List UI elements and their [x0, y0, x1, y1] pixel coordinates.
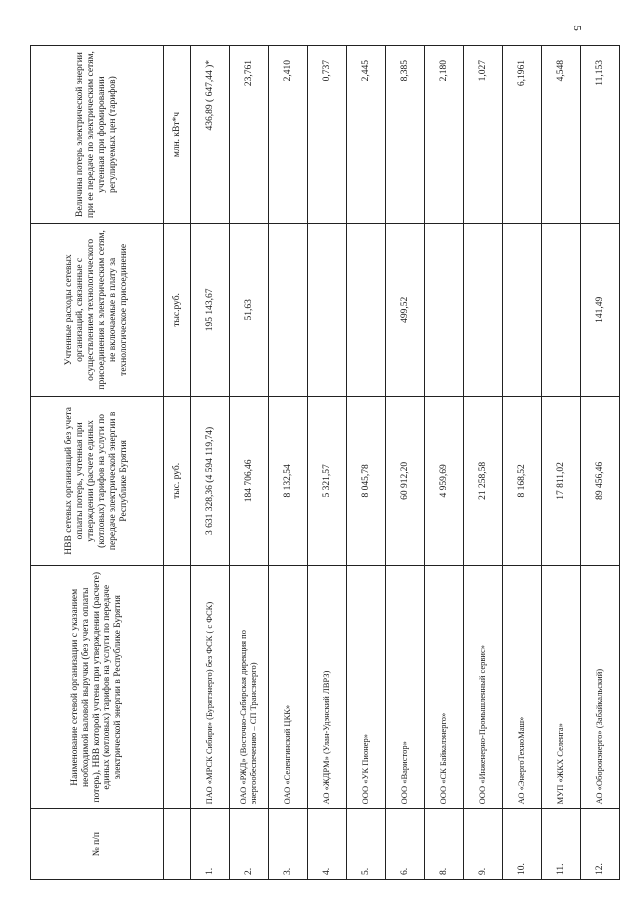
row-num: 2. [230, 809, 269, 880]
table-row [347, 46, 386, 880]
table-row [308, 46, 347, 880]
row-loss: 11,153 [581, 46, 620, 224]
header-row [31, 46, 164, 880]
row-loss: 4,548 [542, 46, 581, 224]
row-nvv: 3 631 328,36 (4 594 119,74) [191, 396, 230, 566]
header-loss: Величина потерь электрической энергии при ее передаче по электрическим сетям, учтенная при формировании регулируемых цен (тарифов) [31, 46, 164, 224]
header-num: № п/п [31, 809, 164, 880]
row-num: 3. [269, 809, 308, 880]
row-tech [464, 224, 503, 396]
tariff-table [30, 45, 620, 880]
row-nvv: 4 959,69 [425, 396, 464, 566]
row-loss: 6,1961 [503, 46, 542, 224]
table-row [230, 46, 269, 880]
row-tech: 195 143,67 [191, 224, 230, 396]
table-row [464, 46, 503, 880]
row-num: 8. [425, 809, 464, 880]
row-loss: 2,445 [347, 46, 386, 224]
row-loss: 2,180 [425, 46, 464, 224]
row-num: 4. [308, 809, 347, 880]
row-name: ООО «УК Пионер» [347, 566, 386, 809]
table-row [386, 46, 425, 880]
tariff-table-container [30, 45, 620, 880]
row-tech [269, 224, 308, 396]
row-loss: 2,410 [269, 46, 308, 224]
row-num: 11. [542, 809, 581, 880]
row-num: 12. [581, 809, 620, 880]
row-loss: 436,89 ( 647,44 )* [191, 46, 230, 224]
table-row [581, 46, 620, 880]
row-tech [425, 224, 464, 396]
row-nvv: 8 168,52 [503, 396, 542, 566]
row-loss: 0,737 [308, 46, 347, 224]
table-row [269, 46, 308, 880]
row-nvv: 184 706,46 [230, 396, 269, 566]
row-name: ОАО «РЖД» (Восточно-Сибирская дирекция по энергообеспечению – СП Трансэнерго) [230, 566, 269, 809]
units-num [164, 809, 191, 880]
page-number: 5 [570, 25, 583, 31]
row-name: ООО «Варистор» [386, 566, 425, 809]
row-name: АО «ЭнергоТехноМаш» [503, 566, 542, 809]
row-nvv: 89 456,46 [581, 396, 620, 566]
row-loss: 8,385 [386, 46, 425, 224]
row-loss: 1,027 [464, 46, 503, 224]
row-name: МУП «ЖКХ Селенга» [542, 566, 581, 809]
row-name: ПАО «МРСК Сибири» (Бурятэнерго) без ФСК ( с ФСК) [191, 566, 230, 809]
row-tech: 499,52 [386, 224, 425, 396]
units-row [164, 46, 191, 880]
row-name: ОАО «Селенгинский ЦКК» [269, 566, 308, 809]
row-tech: 51,63 [230, 224, 269, 396]
row-num: 6. [386, 809, 425, 880]
units-tech: тыс.руб. [164, 224, 191, 396]
row-tech [503, 224, 542, 396]
row-tech [542, 224, 581, 396]
row-name: ООО «Инженерно-Промышленный сервис» [464, 566, 503, 809]
row-nvv: 21 258,58 [464, 396, 503, 566]
units-name [164, 566, 191, 809]
row-num: 9. [464, 809, 503, 880]
header-nvv: НВВ сетевых организаций без учета оплаты потерь, учтенная при утверждении (расчете единых (котловых) тарифов на услуги по передаче электрической энергии в Республике Бурятия [31, 396, 164, 566]
row-nvv: 8 132,54 [269, 396, 308, 566]
header-tech: Учтенные расходы сетевых организаций, связанные с осуществлением технологического присоединения к электрическим сетям, не включаемые в плату за технологическое присоединение [31, 224, 164, 396]
table-row [503, 46, 542, 880]
row-name: АО «Оборонэнерго» (Забайкальский) [581, 566, 620, 809]
row-name: АО «ЖДРМ» (Улан-Удэнский ЛВРЗ) [308, 566, 347, 809]
row-nvv: 60 912,20 [386, 396, 425, 566]
row-tech [347, 224, 386, 396]
row-tech [308, 224, 347, 396]
row-tech: 141,49 [581, 224, 620, 396]
table-row [425, 46, 464, 880]
table-row [191, 46, 230, 880]
row-nvv: 5 321,57 [308, 396, 347, 566]
row-num: 10. [503, 809, 542, 880]
header-name: Наименование сетевой организации с указанием необходимой валовой выручки (без учета оплаты потерь), НВВ которой учтена при утверждении (расчете) единых (котловых) тарифов на услуги по передаче электрической энергии в Республике Бурятия [31, 566, 164, 809]
row-nvv: 17 811,02 [542, 396, 581, 566]
row-name: ООО «СК Байкалэнерго» [425, 566, 464, 809]
table-row [542, 46, 581, 880]
units-nvv: тыс. руб. [164, 396, 191, 566]
units-loss: млн. кВт*ч [164, 46, 191, 224]
row-num: 1. [191, 809, 230, 880]
row-num: 5. [347, 809, 386, 880]
row-loss: 23,761 [230, 46, 269, 224]
row-nvv: 8 045,78 [347, 396, 386, 566]
